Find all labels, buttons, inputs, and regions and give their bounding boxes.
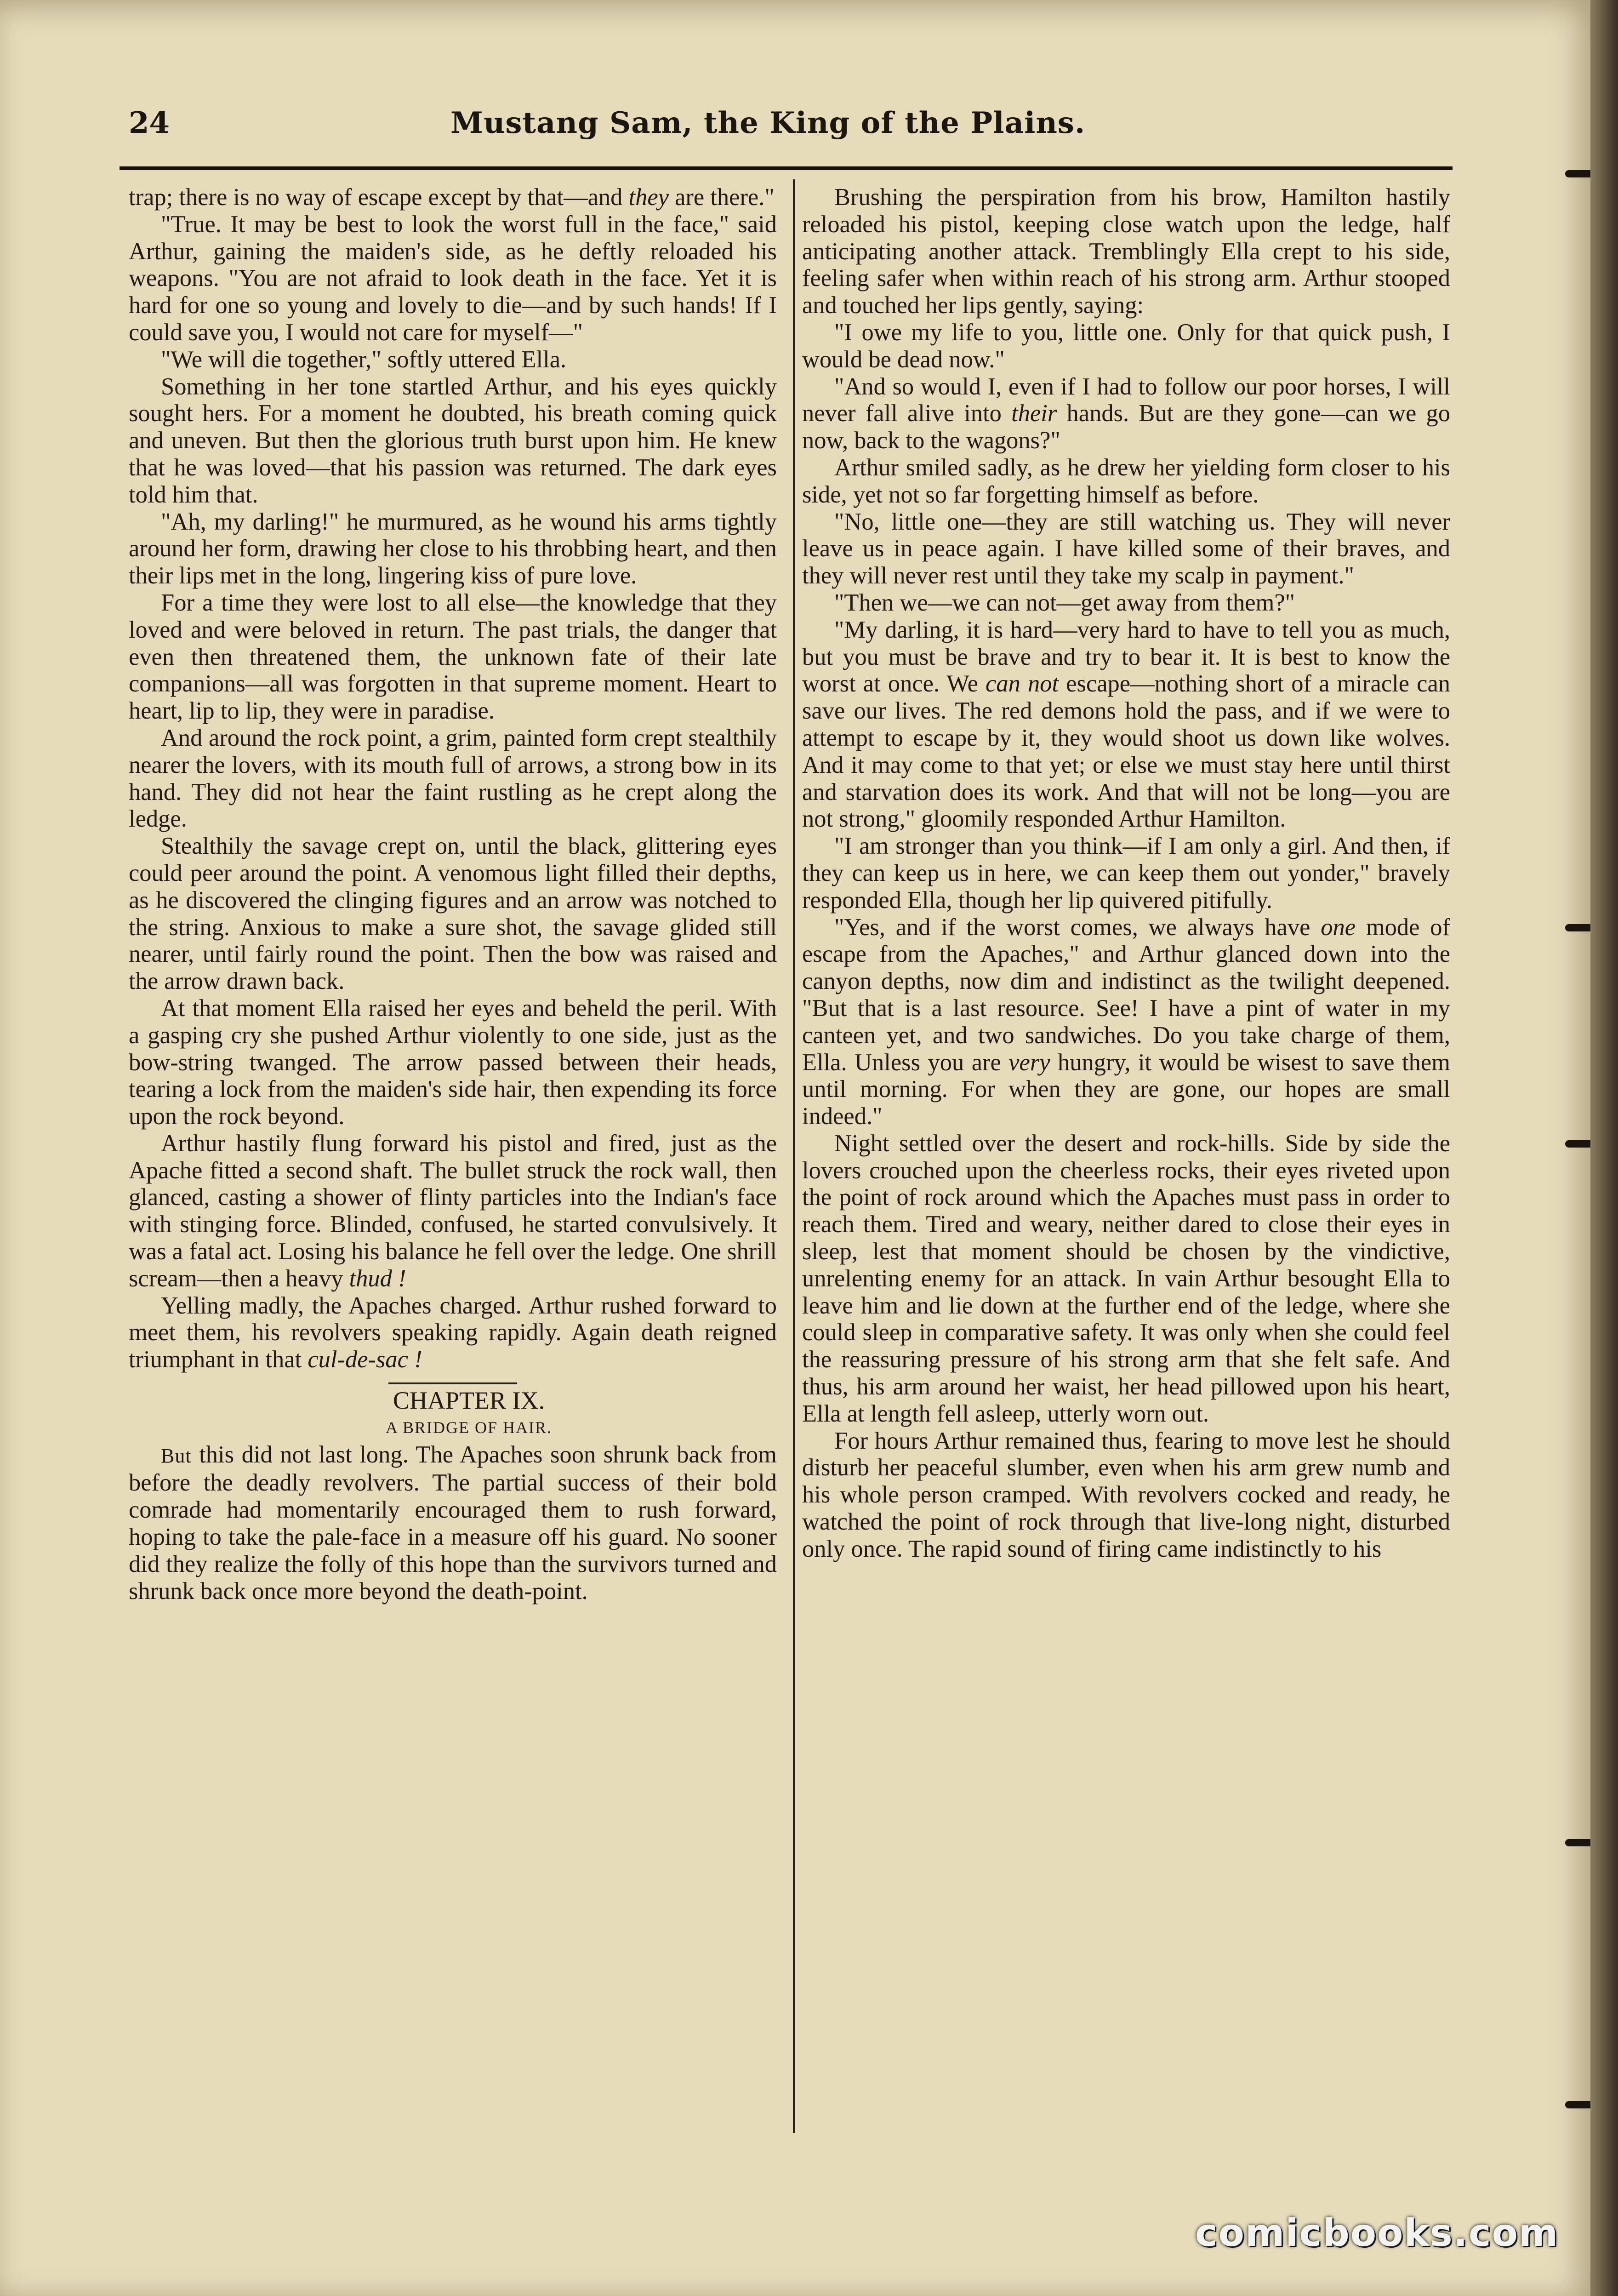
paragraph: "No, little one—they are still watching us. They will never leave us in peace again. I have killed some of their braves, and they will never rest until they take my scalp in payment." bbox=[802, 508, 1450, 589]
page-header bbox=[129, 106, 1453, 152]
staple-mark bbox=[1565, 1140, 1590, 1148]
right-column bbox=[802, 184, 1450, 1563]
paragraph: trap; there is no way of escape except by that—and they are there." bbox=[129, 184, 775, 211]
paragraph: Yelling madly, the Apaches charged. Arthur rushed forward to meet them, his revolvers speaking rapidly. Again death reigned triumphant in that cul-de-sac ! bbox=[129, 1292, 777, 1373]
paragraph: For a time they were lost to all else—the knowledge that they loved and were beloved in return. The past trials, the danger that even then threatened them, the unknown fate of their late companions—all was forgotten in that supreme moment. Heart to heart, lip to lip, they were in paradise. bbox=[129, 589, 777, 725]
paragraph: Brushing the perspiration from his brow, Hamilton hastily reloaded his pistol, keeping close watch upon the ledge, half anticipating another attack. Tremblingly Ella crept to his side, feeling safer when within reach of his strong arm. Arthur stooped and touched her lips gently, saying: bbox=[802, 184, 1450, 319]
page-edge bbox=[1590, 0, 1618, 2296]
column-divider bbox=[793, 179, 795, 2133]
paragraph: "Then we—we can not—get away from them?" bbox=[834, 589, 1295, 616]
paragraph: And around the rock point, a grim, painted form crept stealthily nearer the lovers, with its mouth full of arrows, a strong bow in its hand. They did not hear the faint rustling as he crept along the ledge. bbox=[129, 724, 777, 833]
chapter-subtitle: A BRIDGE OF HAIR. bbox=[385, 1418, 553, 1437]
paragraph: "We will die together," softly uttered Ella. bbox=[161, 346, 567, 373]
paragraph: Arthur smiled sadly, as he drew her yielding form closer to his side, yet not so far forgetting himself as before. bbox=[802, 454, 1450, 508]
header-rule bbox=[120, 166, 1453, 170]
paragraph: Night settled over the desert and rock-hills. Side by side the lovers crouched upon the cheerless rocks, their eyes riveted upon the point of rock around which the Apaches must pass in order to reach them. Tired and weary, neither dared to close their eyes in sleep, lest that moment should be chosen by the vindictive, unrelenting enemy for an attack. In vain Arthur besought Ella to leave him and lie down at the further end of the ledge, where she could sleep in comparative safety. It was only when she could feel the reassuring pressure of his strong arm that she felt safe. And thus, his arm around her waist, her head pillowed upon his heart, Ella at length fell asleep, utterly worn out. bbox=[802, 1130, 1450, 1427]
paragraph: "My darling, it is hard—very hard to have to tell you as much, but you must be brave and try to bear it. It is best to know the worst at once. We can not escape—nothing short of a miracle can save our lives. The red demons hold the pass, and if we were to attempt to escape by it, they would shoot us down like wolves. And it may come to that yet; or else we must stay here until thirst and starvation does its work. And that will not be long—you are not strong," gloomily responded Arthur Hamilton. bbox=[802, 616, 1451, 833]
staple-mark bbox=[1565, 2101, 1590, 2108]
paragraph: "And so would I, even if I had to follow our poor horses, I will never fall alive into their hands. But are they gone—can we go now, back to the wagons?" bbox=[802, 373, 1450, 454]
chapter-rule bbox=[388, 1382, 517, 1384]
left-column bbox=[129, 184, 777, 1605]
staple-mark bbox=[1565, 1839, 1590, 1846]
paragraph: Stealthily the savage crept on, until the black, glittering eyes could peer around the point. A venomous light filled their depths, as he discovered the clinging figures and an arrow was notched to the string. Anxious to make a sure shot, the savage glided still nearer, until fairly round the point. Then the bow was raised and the arrow drawn back. bbox=[129, 833, 777, 995]
chapter-heading: CHAPTER IX. bbox=[393, 1387, 545, 1415]
staple-mark bbox=[1565, 170, 1590, 177]
site-watermark: comicbooks.com bbox=[1195, 2211, 1559, 2255]
paragraph: Something in her tone startled Arthur, and his eyes quickly sought hers. For a moment he doubted, his breath coming quick and uneven. But then the glorious truth burst upon him. He knew that he was loved—that his passion was returned. The dark eyes told him that. bbox=[129, 373, 777, 508]
paragraph: "I owe my life to you, little one. Only for that quick push, I would be dead now." bbox=[802, 319, 1450, 373]
paragraph: For hours Arthur remained thus, fearing to move lest he should disturb her peaceful slumber, even when his arm grew numb and his whole person cramped. With revolvers cocked and ready, he watched the point of rock through that live-long night, disturbed only once. The rapid sound of firing came indistinctly to his bbox=[802, 1427, 1450, 1562]
paragraph: "Ah, my darling!" he murmured, as he wound his arms tightly around her form, drawing her close to his throbbing heart, and then their lips met in the long, lingering kiss of pure love. bbox=[129, 508, 777, 589]
paragraph: "I am stronger than you think—if I am only a girl. And then, if they can keep us in here, we can keep them out yonder," bravely responded Ella, though her lip quivered pitifully. bbox=[802, 833, 1450, 914]
paragraph: Arthur hastily flung forward his pistol and fired, just as the Apache fitted a second shaft. The bullet struck the rock wall, then glanced, casting a shower of flinty particles into the Indian's face with stinging force. Blinded, confused, he started convulsively. It was a fatal act. Losing his balance he fell over the ledge. One shrill scream—then a heavy thud ! bbox=[129, 1130, 777, 1292]
paragraph: "True. It may be best to look the worst full in the face," said Arthur, gaining the maiden's side, as he deftly reloaded his weapons. "You are not afraid to look death in the face. Yet it is hard for one so young and lovely to die—and by such hands! If I could save you, I would not care for myself—" bbox=[129, 211, 777, 346]
paragraph: "Yes, and if the worst comes, we always have one mode of escape from the Apaches," and Arthur glanced down into the canyon depths, now dim and indistinct as the twilight deepened. "But that is a last resource. See! I have a pint of water in my canteen yet, and two sandwiches. Do you take charge of them, Ella. Unless you are very hungry, it would be wisest to save them until morning. For when they are gone, our hopes are small indeed." bbox=[802, 914, 1450, 1130]
paragraph: At that moment Ella raised her eyes and beheld the peril. With a gasping cry she pushed Arthur violently to one side, just as the bow-string twanged. The arrow passed between their heads, tearing a lock from the maiden's side hair, then expending its force upon the rock beyond. bbox=[129, 994, 777, 1130]
running-title: Mustang Sam, the King of the Plains. bbox=[450, 106, 1086, 140]
paragraph: But this did not last long. The Apaches soon shrunk back from before the deadly revolvers. The partial success of their bold comrade had momentarily encouraged them to rush forward, hoping to take the pale-face in a measure off his guard. No sooner did they realize the folly of this hope than the survivors turned and shrunk back once more beyond the death-point. bbox=[129, 1441, 777, 1605]
page-number: 24 bbox=[129, 106, 170, 140]
staple-mark bbox=[1565, 924, 1590, 931]
